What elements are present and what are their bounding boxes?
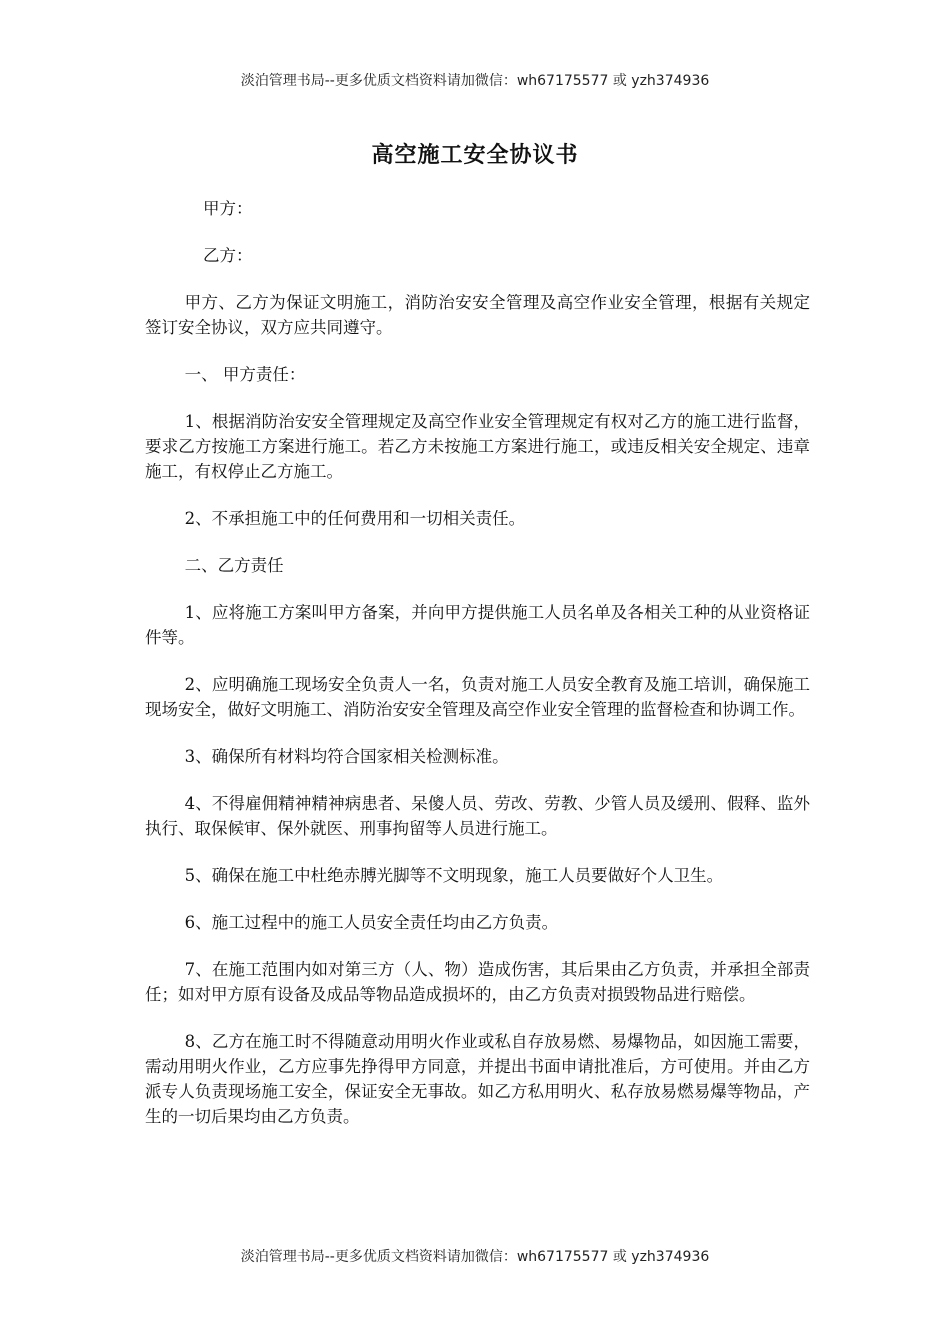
document-body bbox=[145, 196, 810, 1151]
clause-b-5: 5、确保在施工中杜绝赤膊光脚等不文明现象，施工人员要做好个人卫生。 bbox=[184, 866, 724, 885]
section-heading-party-a: 一、 甲方责任： bbox=[184, 365, 306, 384]
clause-b-6: 6、施工过程中的施工人员安全责任均由乙方负责。 bbox=[184, 913, 559, 932]
document-title: 高空施工安全协议书 bbox=[371, 142, 579, 168]
section-heading-party-b: 二、乙方责任 bbox=[184, 556, 284, 575]
clause-a-2: 2、不承担施工中的任何费用和一切相关责任。 bbox=[184, 509, 526, 528]
clause-b-3: 3、确保所有材料均符合国家相关检测标准。 bbox=[184, 747, 509, 766]
footer-note: 淡泊管理书局--更多优质文档资料请加微信：wh67175577 或 yzh374936 bbox=[240, 1249, 710, 1265]
party-a-label: 甲方： bbox=[203, 199, 253, 218]
clause-a-1: 1、根据消防治安安全管理规定及高空作业安全管理规定有权对乙方的施工进行监督，要求乙方按施工方案进行施工。若乙方未按施工方案进行施工，或违反相关安全规定、违章施工，有权停止乙方施工。 bbox=[145, 412, 810, 481]
intro-paragraph: 甲方、乙方为保证文明施工，消防治安安全管理及高空作业安全管理，根据有关规定签订安全协议，双方应共同遵守。 bbox=[145, 293, 810, 337]
clause-b-1: 1、应将施工方案叫甲方备案，并向甲方提供施工人员名单及各相关工种的从业资格证件等。 bbox=[145, 603, 810, 647]
clause-b-4: 4、不得雇佣精神精神病患者、呆傻人员、劳改、劳教、少管人员及缓刑、假释、监外执行、取保候审、保外就医、刑事拘留等人员进行施工。 bbox=[145, 794, 810, 838]
header-note: 淡泊管理书局--更多优质文档资料请加微信：wh67175577 或 yzh374936 bbox=[240, 73, 710, 89]
clause-b-2: 2、应明确施工现场安全负责人一名，负责对施工人员安全教育及施工培训，确保施工现场安全，做好文明施工、消防治安安全管理及高空作业安全管理的监督检查和协调工作。 bbox=[145, 675, 810, 719]
party-b-label: 乙方： bbox=[203, 246, 253, 265]
clause-b-8: 8、乙方在施工时不得随意动用明火作业或私自存放易燃、易爆物品，如因施工需要，需动用明火作业，乙方应事先挣得甲方同意，并提出书面申请批准后，方可使用。并由乙方派专人负责现场施工安全，保证安全无事故。如乙方私用明火、私存放易燃易爆等物品，产生的一切后果均由乙方负责。 bbox=[145, 1032, 810, 1126]
clause-b-7: 7、在施工范围内如对第三方（人、物）造成伤害，其后果由乙方负责，并承担全部责任；如对甲方原有设备及成品等物品造成损坏的，由乙方负责对损毁物品进行赔偿。 bbox=[145, 960, 810, 1004]
